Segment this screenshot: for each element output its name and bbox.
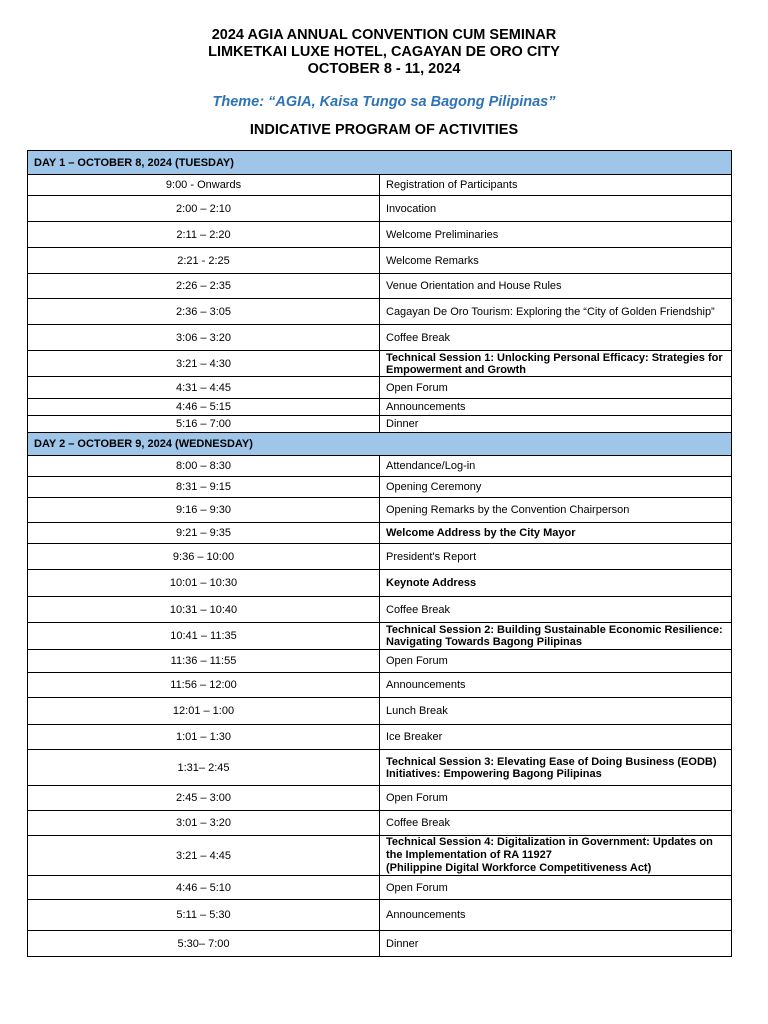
time-cell: 12:01 – 1:00 — [28, 698, 380, 725]
activity-cell: Announcements — [380, 673, 732, 698]
activity-cell: Venue Orientation and House Rules — [380, 274, 732, 299]
activity-cell: Ice Breaker — [380, 725, 732, 750]
table-row — [28, 900, 732, 931]
table-row — [28, 196, 732, 222]
table-row — [28, 351, 732, 377]
activity-cell: Technical Session 1: Unlocking Personal Efficacy: Strategies for Empowerment and Growth — [380, 351, 732, 377]
table-row — [28, 750, 732, 786]
activity-cell: Invocation — [380, 196, 732, 222]
activity-cell: Technical Session 2: Building Sustainable Economic Resilience: Navigating Towards Bagong Pilipinas — [380, 623, 732, 650]
time-cell: 9:36 – 10:00 — [28, 544, 380, 570]
table-row — [28, 523, 732, 544]
table-row — [28, 836, 732, 876]
time-cell: 3:01 – 3:20 — [28, 811, 380, 836]
time-cell: 9:00 - Onwards — [28, 175, 380, 196]
table-row — [28, 399, 732, 416]
activity-cell: Announcements — [380, 399, 732, 416]
program-subtitle: INDICATIVE PROGRAM OF ACTIVITIES — [249, 122, 519, 138]
time-cell: 3:21 – 4:45 — [28, 836, 380, 876]
header-dates: OCTOBER 8 - 11, 2024 — [307, 61, 461, 77]
day-header-row — [28, 433, 732, 456]
activity-cell: Coffee Break — [380, 325, 732, 351]
time-cell: 10:41 – 11:35 — [28, 623, 380, 650]
activity-cell: Welcome Address by the City Mayor — [380, 523, 732, 544]
time-cell: 11:36 – 11:55 — [28, 650, 380, 673]
time-cell: 5:16 – 7:00 — [28, 416, 380, 433]
table-row — [28, 876, 732, 900]
activity-cell: Technical Session 3: Elevating Ease of Doing Business (EODB) Initiatives: Empowering Bagong Pilipinas — [380, 750, 732, 786]
table-row — [28, 274, 732, 299]
table-row — [28, 698, 732, 725]
activity-cell: Open Forum — [380, 876, 732, 900]
activity-cell: Cagayan De Oro Tourism: Exploring the “City of Golden Friendship” — [380, 299, 732, 325]
activity-cell: Welcome Remarks — [380, 248, 732, 274]
time-cell: 4:31 – 4:45 — [28, 377, 380, 399]
table-row — [28, 544, 732, 570]
activity-cell: Attendance/Log-in — [380, 456, 732, 477]
activity-cell: Lunch Break — [380, 698, 732, 725]
time-cell: 2:45 – 3:00 — [28, 786, 380, 811]
activity-cell: Announcements — [380, 900, 732, 931]
table-row — [28, 299, 732, 325]
time-cell: 2:21 - 2:25 — [28, 248, 380, 274]
time-cell: 3:21 – 4:30 — [28, 351, 380, 377]
table-row — [28, 377, 732, 399]
table-row — [28, 498, 732, 523]
time-cell: 4:46 – 5:15 — [28, 399, 380, 416]
activity-cell: Open Forum — [380, 377, 732, 399]
time-cell: 5:30– 7:00 — [28, 931, 380, 957]
activity-cell: Coffee Break — [380, 811, 732, 836]
activity-cell: Opening Ceremony — [380, 477, 732, 498]
table-row — [28, 725, 732, 750]
day-header-row — [28, 151, 732, 175]
activity-cell: Registration of Participants — [380, 175, 732, 196]
table-row — [28, 931, 732, 957]
table-row — [28, 570, 732, 597]
table-row — [28, 222, 732, 248]
activity-cell — [380, 836, 732, 876]
schedule-table — [27, 150, 732, 957]
table-row — [28, 325, 732, 351]
theme-line: Theme: “AGIA, Kaisa Tungo sa Bagong Pilipinas” — [212, 94, 556, 110]
activity-line: Technical Session 4: Digitalization in Government: Updates on the Implementation of RA 11927 — [386, 836, 713, 861]
table-row — [28, 650, 732, 673]
header-title: 2024 AGIA ANNUAL CONVENTION CUM SEMINAR — [211, 27, 557, 43]
day1-title: DAY 1 – OCTOBER 8, 2024 (TUESDAY) — [28, 151, 732, 175]
table-row — [28, 673, 732, 698]
activity-cell: Welcome Preliminaries — [380, 222, 732, 248]
activity-cell: Keynote Address — [380, 570, 732, 597]
time-cell: 2:36 – 3:05 — [28, 299, 380, 325]
activity-cell: President's Report — [380, 544, 732, 570]
day2-title: DAY 2 – OCTOBER 9, 2024 (WEDNESDAY) — [28, 433, 732, 456]
table-row — [28, 175, 732, 196]
time-cell: 10:01 – 10:30 — [28, 570, 380, 597]
time-cell: 2:11 – 2:20 — [28, 222, 380, 248]
time-cell: 1:31– 2:45 — [28, 750, 380, 786]
table-row — [28, 623, 732, 650]
table-row — [28, 811, 732, 836]
table-row — [28, 248, 732, 274]
time-cell: 8:00 – 8:30 — [28, 456, 380, 477]
time-cell: 9:21 – 9:35 — [28, 523, 380, 544]
header-venue: LIMKETKAI LUXE HOTEL, CAGAYAN DE ORO CITY — [208, 44, 560, 60]
activity-line: (Philippine Digital Workforce Competitiveness Act) — [386, 862, 652, 874]
time-cell: 5:11 – 5:30 — [28, 900, 380, 931]
time-cell: 4:46 – 5:10 — [28, 876, 380, 900]
activity-cell: Opening Remarks by the Convention Chairperson — [380, 498, 732, 523]
time-cell: 2:00 – 2:10 — [28, 196, 380, 222]
time-cell: 1:01 – 1:30 — [28, 725, 380, 750]
time-cell: 2:26 – 2:35 — [28, 274, 380, 299]
activity-cell: Open Forum — [380, 786, 732, 811]
activity-cell: Coffee Break — [380, 597, 732, 623]
table-row — [28, 477, 732, 498]
table-row — [28, 456, 732, 477]
table-row — [28, 416, 732, 433]
time-cell: 10:31 – 10:40 — [28, 597, 380, 623]
table-row — [28, 597, 732, 623]
activity-cell: Dinner — [380, 416, 732, 433]
time-cell: 9:16 – 9:30 — [28, 498, 380, 523]
time-cell: 3:06 – 3:20 — [28, 325, 380, 351]
time-cell: 11:56 – 12:00 — [28, 673, 380, 698]
table-row — [28, 786, 732, 811]
activity-cell: Open Forum — [380, 650, 732, 673]
time-cell: 8:31 – 9:15 — [28, 477, 380, 498]
activity-cell: Dinner — [380, 931, 732, 957]
